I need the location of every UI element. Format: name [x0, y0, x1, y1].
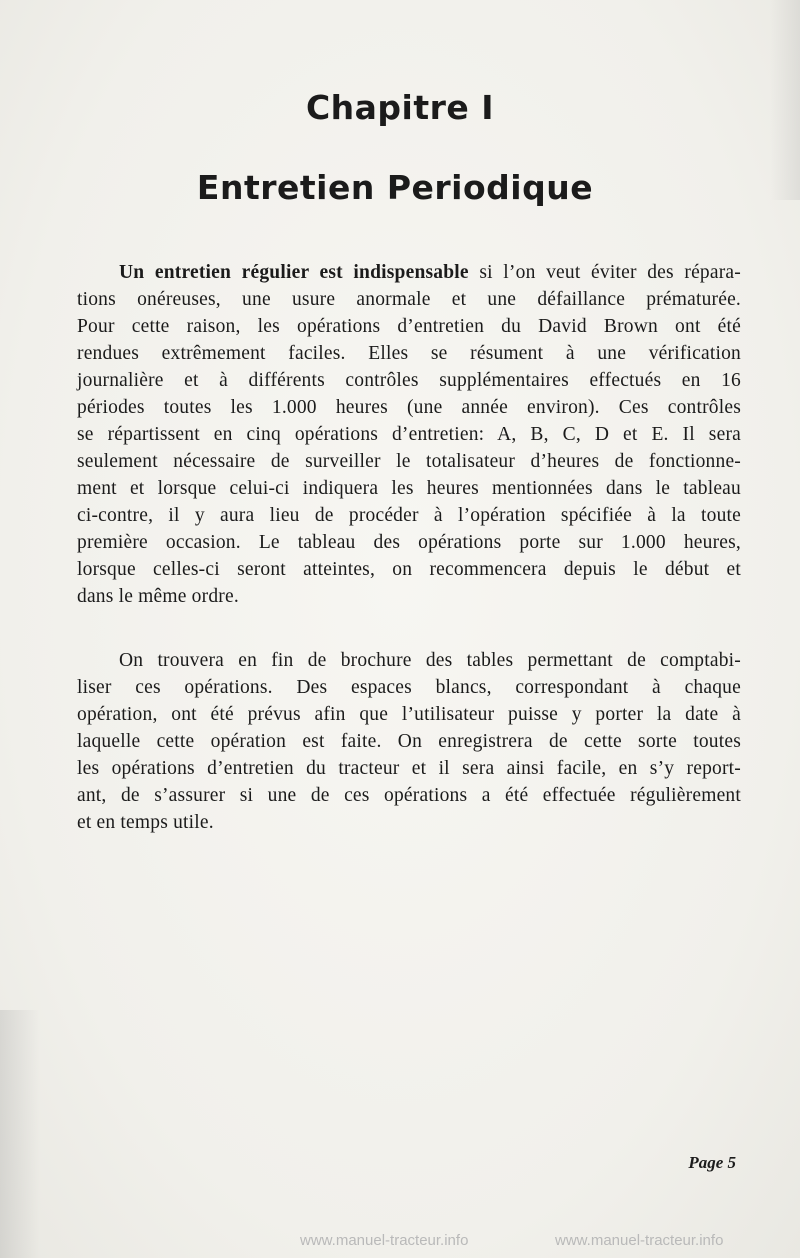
- paragraph-line: dans le même ordre.: [77, 586, 239, 607]
- paragraph-line: les opérations d’entretien du tracteur et il sera ainsi facile, en s’y report-: [77, 758, 741, 779]
- paragraph-line: laquelle cette opération est faite. On enregistrera de cette sorte toutes: [77, 731, 741, 752]
- page-number: Page 5: [688, 1153, 736, 1172]
- paragraph-line: tions onéreuses, une usure anormale et une défaillance prématurée.: [77, 289, 741, 310]
- paragraph-line: lorsque celles-ci seront atteintes, on recommencera depuis le début et: [77, 559, 741, 580]
- paragraph-line: Pour cette raison, les opérations d’entretien du David Brown ont été: [77, 316, 741, 337]
- scan-shadow-left: [0, 1010, 40, 1258]
- paragraph-line: opération, ont été prévus afin que l’utilisateur puisse y porter la date à: [77, 704, 741, 725]
- paragraph-1: [77, 259, 741, 610]
- paragraph-line: se répartissent en cinq opérations d’entretien: A, B, C, D et E. Il sera: [77, 424, 741, 445]
- paragraph-line: ant, de s’assurer si une de ces opérations a été effectuée régulièrement: [77, 785, 741, 806]
- paragraph-line: ment et lorsque celui-ci indiquera les heures mentionnées dans le tableau: [77, 478, 741, 499]
- line-text: si l’on veut éviter des répara-: [468, 262, 741, 283]
- paragraph-line: rendues extrêmement faciles. Elles se résument à une vérification: [77, 343, 741, 364]
- paragraph-line: et en temps utile.: [77, 812, 214, 833]
- paragraph-line: On trouvera en fin de brochure des tables permettant de comptabi-: [119, 650, 741, 671]
- paragraph-line: périodes toutes les 1.000 heures (une année environ). Ces contrôles: [77, 397, 741, 418]
- watermark-link[interactable]: www.manuel-tracteur.info: [555, 1232, 724, 1249]
- paragraph-line: liser ces opérations. Des espaces blancs, correspondant à chaque: [77, 677, 741, 698]
- chapter-heading: Chapitre I: [305, 88, 495, 127]
- paragraph-line: journalière et à différents contrôles supplémentaires effectués en 16: [77, 370, 741, 391]
- paragraph-line: première occasion. Le tableau des opérations porte sur 1.000 heures,: [77, 532, 741, 553]
- lead-bold-text: Un entretien régulier est indispensable: [119, 262, 469, 283]
- watermark-link[interactable]: www.manuel-tracteur.info: [300, 1232, 469, 1249]
- paragraph-line: [77, 259, 741, 286]
- paragraph-line: ci-contre, il y aura lieu de procéder à l’opération spécifiée à la toute: [77, 505, 741, 526]
- chapter-title: Entretien Periodique: [196, 168, 594, 207]
- paragraph-line: seulement nécessaire de surveiller le totalisateur d’heures de fonctionne-: [77, 451, 741, 472]
- paragraph-2: [77, 647, 741, 836]
